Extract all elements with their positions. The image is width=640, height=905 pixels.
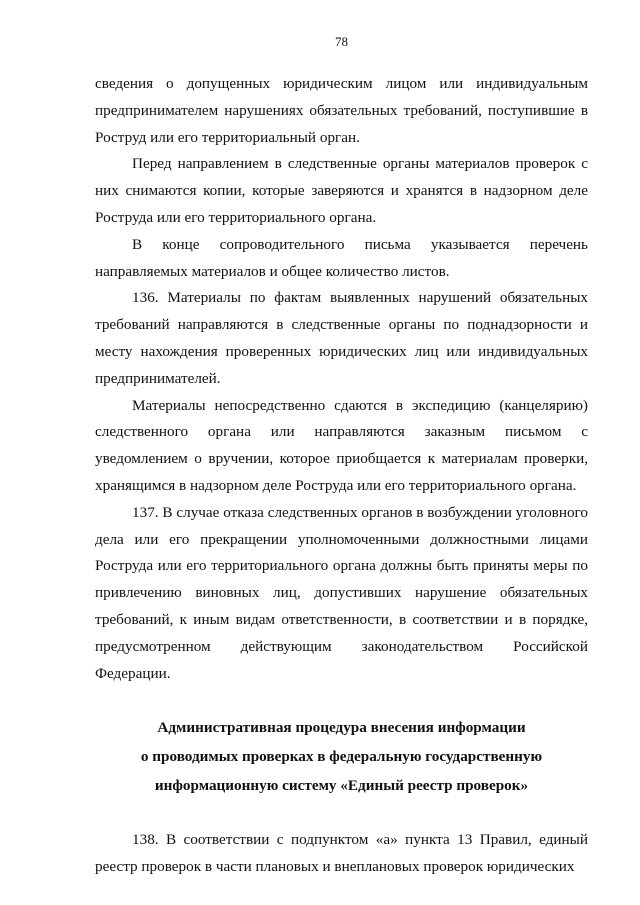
paragraph-136: 136. Материалы по фактам выявленных нарушений обязательных требований направляются в следственные органы по поднадзорности и месту нахождения проверенных юридических лиц или индивидуальных предпринимателей. [95,289,588,387]
heading-line-3: информационную систему «Единый реестр проверок» [154,777,529,795]
heading-line-1: Административная процедура внесения информации [157,719,526,737]
paragraph-137: 137. В случае отказа следственных органов в возбуждении уголовного дела или его прекращении уполномоченными должностными лицами Роструда или его территориального органа должны быть приняты меры по привлечению виновных лиц, допустивших нарушение обязательных требований, к иным видам ответственности, в соответствии и в порядке, предусмотренном действующим законодательством Российской Федерации. [95,503,588,682]
heading-line-2: о проводимых проверках в федеральную государственную [140,748,543,766]
section-heading [95,713,588,800]
paragraph-cover-letter: В конце сопроводительного письма указывается перечень направляемых материалов и общее количество листов. [95,235,588,280]
paragraph-138: 138. В соответствии с подпунктом «а» пункта 13 Правил, единый реестр проверок в части плановых и внеплановых проверок юридических [95,831,588,876]
paragraph-delivery: Материалы непосредственно сдаются в экспедицию (канцелярию) следственного органа или направляются заказным письмом с уведомлением о вручении, которое приобщается к материалам проверки, хранящимся в надзорном деле Роструда или его территориального органа. [95,396,588,494]
page-number: 78 [335,34,348,49]
paragraph-continuation: сведения о допущенных юридическим лицом или индивидуальным предпринимателем нарушениях обязательных требований, поступившие в Роструд или его территориальный орган. [95,75,588,146]
paragraph-copies: Перед направлением в следственные органы материалов проверок с них снимаются копии, которые заверяются и хранятся в надзорном деле Роструда или его территориального органа. [95,155,588,226]
